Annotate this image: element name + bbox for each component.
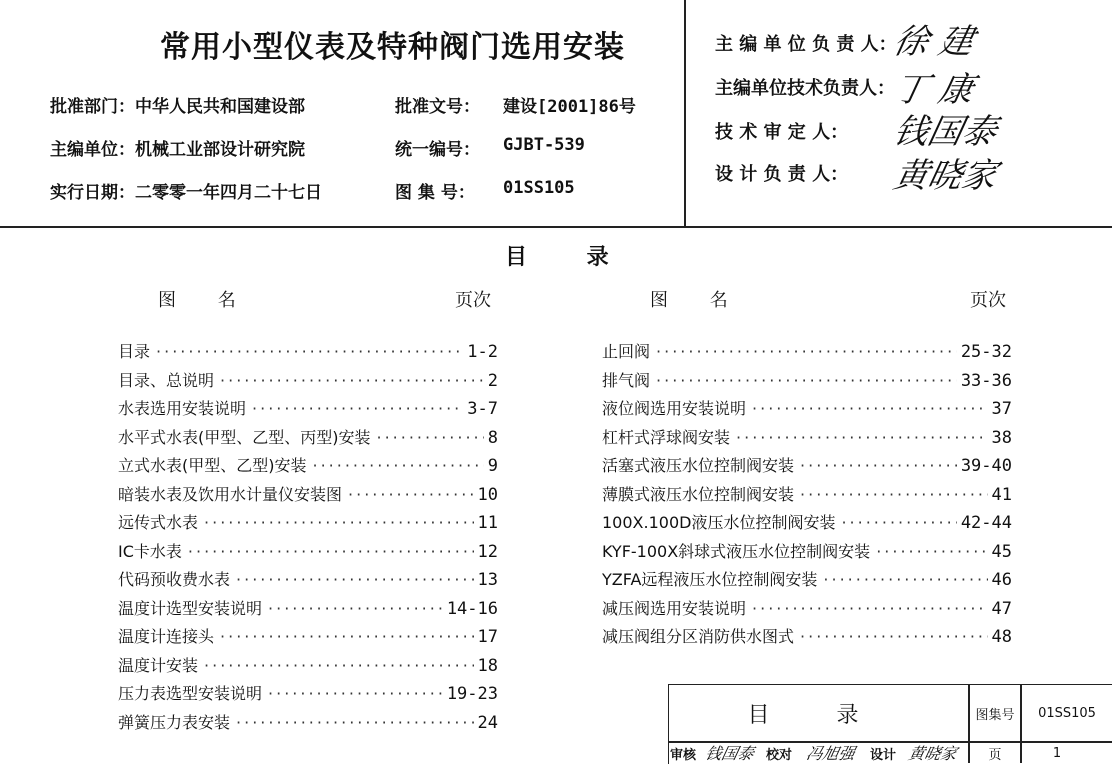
- header-bottom-line: [0, 226, 1112, 228]
- toc-item: IC卡水表 ····· 12: [118, 539, 498, 565]
- left-page-header: 页次: [455, 290, 491, 311]
- review-label: 审核: [670, 747, 697, 763]
- atlas-number-value: 01SS105: [1038, 706, 1096, 721]
- right-name-header: 图 名: [650, 290, 746, 311]
- page-label: 页: [988, 747, 1002, 763]
- signature-reviewer: 钱国泰: [890, 112, 1001, 152]
- toc-item: 弹簧压力表安装 ····· 24: [118, 710, 498, 736]
- unified-number-label: 统一编号：: [395, 140, 480, 160]
- toc-item: 温度计连接头 ····· 17: [118, 624, 498, 650]
- toc-item: 活塞式液压水位控制阀安装 ····· 39-40: [602, 453, 1012, 479]
- toc-item: 薄膜式液压水位控制阀安装 ····· 41: [602, 482, 1012, 508]
- responsible-label: 主编单位技术负责人：: [715, 78, 895, 99]
- toc-item: 水表选用安装说明 ····· 3-7: [118, 396, 498, 422]
- header-divider: [684, 0, 686, 226]
- atlas-number: 01SS105: [503, 178, 575, 198]
- toc-item: 温度计选型安装说明 ····· 14-16: [118, 596, 498, 622]
- toc-item: KYF-100X斜球式液压水位控制阀安装 ····· 45: [602, 539, 1012, 565]
- atlas-number-label: 图集号: [975, 708, 1015, 723]
- design-signature: 黄晓家: [906, 743, 959, 763]
- toc-item: 压力表选型安装说明 ····· 19-23: [118, 681, 498, 707]
- approval-department: 批准部门：中华人民共和国建设部: [50, 97, 305, 117]
- toc-item: 减压阀组分区消防供水图式 ····· 48: [602, 624, 1012, 650]
- toc-item: 100X.100D液压水位控制阀安装 ····· 42-44: [602, 510, 1012, 536]
- document-title: 常用小型仪表及特种阀门选用安装: [160, 30, 625, 65]
- review-signature: 钱国泰: [703, 743, 756, 763]
- unified-number: GJBT-539: [503, 135, 585, 155]
- toc-item: 杠杆式浮球阀安装 ····· 38: [602, 425, 1012, 451]
- toc-item: 远传式水表 ····· 11: [118, 510, 498, 536]
- page-value: 1: [1052, 745, 1062, 761]
- responsible-label: 设 计 负 责 人：: [715, 164, 849, 185]
- check-signature: 冯旭强: [804, 743, 857, 763]
- effective-date: 实行日期：二零零一年四月二十七日: [50, 183, 322, 203]
- check-label: 校对: [765, 747, 792, 763]
- approval-doc-label: 批准文号：: [395, 97, 480, 117]
- signature-design-head: 黄晓家: [890, 156, 1001, 196]
- toc-item: 暗装水表及饮用水计量仪安装图 ····· 10: [118, 482, 498, 508]
- title-block-title: 目 录: [747, 703, 889, 728]
- toc-item: 排气阀 ····· 33-36: [602, 368, 1012, 394]
- toc-item: YZFA远程液压水位控制阀安装 ····· 46: [602, 567, 1012, 593]
- responsible-row-tech-head: [715, 74, 900, 104]
- responsible-row-design-head: [715, 160, 900, 190]
- toc-item: 水平式水表(甲型、乙型、丙型)安装 ····· 8: [118, 425, 498, 451]
- toc-item: 减压阀选用安装说明 ····· 47: [602, 596, 1012, 622]
- responsible-label: 技 术 审 定 人：: [715, 122, 849, 143]
- toc-item: 目录 ····· 1-2: [118, 339, 498, 365]
- toc-item: 目录、总说明 ····· 2: [118, 368, 498, 394]
- left-name-header: 图 名: [158, 290, 254, 311]
- chief-editor-unit: 主编单位：机械工业部设计研究院: [50, 140, 305, 160]
- toc-item: 液位阀选用安装说明 ····· 37: [602, 396, 1012, 422]
- toc-item: 立式水表(甲型、乙型)安装 ····· 9: [118, 453, 498, 479]
- toc-item: 温度计安装 ····· 18: [118, 653, 498, 679]
- responsible-row-unit-head: [715, 30, 900, 60]
- approval-doc-number: 建设[2001]86号: [503, 97, 636, 117]
- responsible-row-reviewer: [715, 118, 900, 148]
- atlas-number-label: 图 集 号：: [395, 183, 475, 203]
- signature-unit-head: 徐 建: [890, 22, 978, 62]
- design-label: 设计: [869, 747, 896, 763]
- toc-item: 止回阀 ····· 25-32: [602, 339, 1012, 365]
- signature-tech-head: 丁 康: [890, 70, 978, 110]
- responsible-label: 主 编 单 位 负 责 人：: [715, 34, 897, 55]
- toc-heading: 目 录: [505, 245, 635, 270]
- right-page-header: 页次: [970, 290, 1006, 311]
- toc-item: 代码预收费水表 ····· 13: [118, 567, 498, 593]
